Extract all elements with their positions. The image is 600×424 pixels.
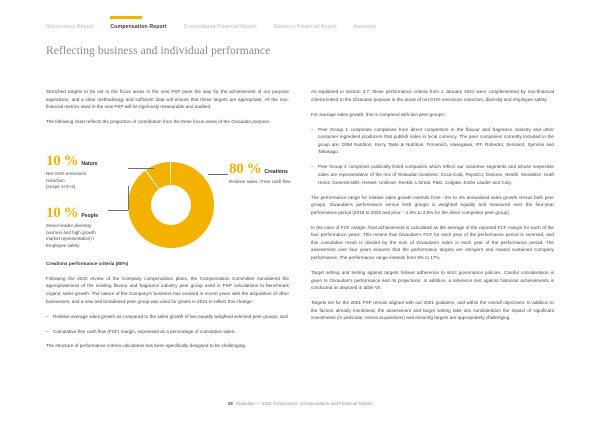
right-paragraph-performance-criteria: As explained in section 3.7, these performance criteria from 1 January 2021 were complemented by non-financial criteria linked to the Givaudan purpose in the areas of net GHG emissions reduction, diversity and employee safety. <box>311 89 554 102</box>
chart-label-people-category: People <box>81 213 99 219</box>
chart-label-creations-value: 80 <box>229 161 244 177</box>
chart-label-nature-description <box>46 171 120 191</box>
chart-label-nature-sign: % <box>63 153 79 169</box>
chart-label-nature-desc-line-1: Net GHG emissions <box>46 171 87 176</box>
chart-label-creations-desc-line-1: Relative sales / Free cash flow <box>229 179 291 184</box>
right-column <box>311 88 554 329</box>
chart-label-people <box>46 206 124 249</box>
chart-label-creations-category: Creations <box>264 169 288 175</box>
chart-label-creations-head <box>229 162 309 177</box>
chart-label-people-desc-line-1: Senior leader diversity <box>46 223 91 228</box>
page-footer <box>0 401 600 406</box>
chart-label-people-desc-line-4: Employee safety <box>46 242 80 248</box>
right-paragraph-fcf-margin: In the case of FCF margin, final achievement is calculated as the average of the reported FCF margin for each of the four performance years. This means that Givaudan's FCF for each year of the performance period is summed, and this cumulative result is divided by the sum of Givaudan's sales in each year of the performance period. The assessment over four years ensures that the performance targets are stringent and reward sustained Company performance. The performance range extends from 9% to 17%. <box>311 224 554 261</box>
nav-item-statutory-financial-report[interactable]: Statutory Financial Report <box>273 24 337 30</box>
right-paragraph-2021-targets: Targets set for the 2021 PSP remain aligned with our 2021 guidance, and within the overall objectives. In addition to the factors already mentioned, the assessment and target setting take into consideration the impact of significant investments (in particular, recent acquisitions) and ensuring targets are appropriately challenging. <box>311 300 554 321</box>
leader-line-creations <box>208 174 228 175</box>
purpose-contribution-donut-chart <box>46 148 301 266</box>
chart-lead-in-paragraph: The following chart reflects the proportion of contribution from the three focus areas of the Givaudan purpose. <box>46 119 271 125</box>
intro-paragraph: Stretched targets to be set in the focus areas in the new PSP pave the way for the achievement of our purpose aspirations, and a clear methodology and sufficient data will ensure that these targets are appropriate. All the non-financial metrics used in the new PSP will be rigorously measurable and audited. <box>46 89 289 110</box>
chart-label-people-description <box>46 223 124 249</box>
nav-item-consolidated-financial-report[interactable]: Consolidated Financial Report <box>183 24 257 30</box>
nav-item-compensation-report[interactable]: Compensation Report <box>110 24 167 30</box>
right-paragraph-target-setting: Target setting and testing against targets follows adherence to strict governance policies. Careful consideration is given to Givaudan's performance and its projections. In addition, a reference test against historical achievements is conducted as depicted in table VII. <box>311 270 554 291</box>
chart-label-creations-sign: % <box>246 161 262 177</box>
creations-criteria-heading: Creations performance criteria (80%) <box>46 260 129 266</box>
footer-text: Givaudan — 2021 Governance, Compensation and Financial Report <box>235 401 373 406</box>
chart-label-nature <box>46 154 120 191</box>
chart-label-people-value: 10 <box>46 205 61 221</box>
chart-label-people-head <box>46 206 124 221</box>
chart-label-creations-description <box>229 179 309 186</box>
leader-line-nature <box>128 168 154 169</box>
chart-label-nature-value: 10 <box>46 153 61 169</box>
chart-label-people-sign: % <box>63 205 79 221</box>
donut-svg <box>128 162 214 248</box>
chart-label-people-desc-line-3: market representation) / <box>46 236 95 242</box>
page-title: Reflecting business and individual performance <box>46 45 271 57</box>
right-paragraph-performance-range: The performance range for relative sales growth extends from −2% to 3% annualised sales growth versus both peer groups. Givaudan's performance versus both groups is weighted equally and measured over the four-year performance period (2018 to 2020 and prior: −1.5% to 2.5% for the direct competitor peer group). <box>311 194 554 215</box>
right-paragraph-peer-groups-lead-in: For average sales growth, this is compared with two peer groups: <box>311 111 445 117</box>
nav-item-appendix[interactable]: Appendix <box>353 24 377 30</box>
peer-group-1-bullet: – Peer Group 1 comprises companies from direct competitors in the flavour and fragrance industry and other consumer ingredient producers that publish sales in local currency. The peer companies currently included in the group are: DSM Nutrition, Kerry Taste & Nutrition, Firmenich, Hasegawa, IFF, Robertet, Sensient, Symrise and Takasago. <box>311 126 554 156</box>
nav-item-governance-report[interactable]: Governance Report <box>46 24 94 30</box>
criteria-bullet-relative-sales-growth: – Relative average sales growth as compared to the sales growth of two equally weighted selected peer groups; and <box>46 313 289 321</box>
criteria-bullet-fcf-margin: – Cumulative free cash flow (FCF) margin, expressed as a percentage of cumulative sales. <box>46 328 289 336</box>
creations-criteria-paragraph: Following the 2020 review of the Company compensation plans, the Compensation Committee considered the appropriateness of the existing flavour and fragrance industry peer group used in PSP calculations to benchmark organic sales growth. The nature of the Company's business has evolved in recent years with the acquisition of other businesses, and a new and broadened peer group was used for grants in 2021 to reflect this change: <box>46 275 289 304</box>
chart-label-nature-head <box>46 154 120 169</box>
chart-label-people-desc-line-2: (women and high growth <box>46 229 96 235</box>
criteria-closing-paragraph: The structure of performance criteria calculation has been specifically designed to be challenging. <box>46 343 247 349</box>
donut-graphic <box>128 162 214 248</box>
chart-label-nature-category: Nature <box>81 161 98 167</box>
leader-line-people-vertical <box>128 186 129 210</box>
chart-label-creations <box>229 162 309 186</box>
top-navigation <box>46 22 566 36</box>
chart-label-nature-desc-line-3: (scope 1+2+3) <box>46 184 76 190</box>
footer-page-number: 28 <box>227 401 233 406</box>
peer-group-2-bullet: – Peer Group 2 comprises publically listed companies which reflect our customer segments and whose respective sales are representative of the mix of Givaudan business: Coca-Cola, PepsiCo, Danone, Nestlé, Mondelez, Kraft Heinz, General Mills, Henkel, Unilever, Reckitt, L'Oreal, P&G, Colgate, Estée Lauder and Coty. <box>311 163 554 186</box>
chart-label-nature-desc-line-2: reduction <box>46 177 65 183</box>
